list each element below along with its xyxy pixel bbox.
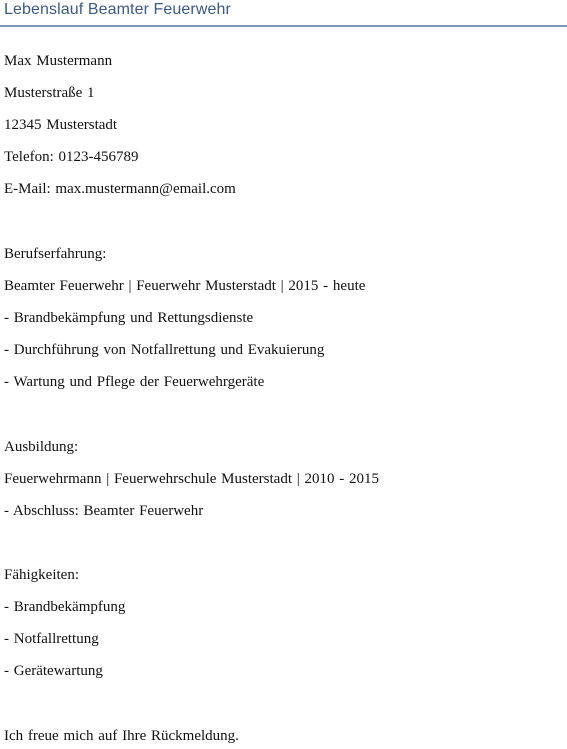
experience-item: - Brandbekämpfung und Rettungsdienste [4,310,254,326]
contact-city: 12345 Musterstadt [4,117,118,133]
experience-item: - Durchführung von Notfallrettung und Evakuierung [4,342,325,358]
skills-item: - Brandbekämpfung [4,599,126,615]
contact-street: Musterstraße 1 [4,85,95,101]
experience-item: - Wartung und Pflege der Feuerwehrgeräte [4,374,265,390]
document-header [0,0,567,27]
skills-heading: Fähigkeiten: [4,567,79,583]
education-entry: Feuerwehrmann | Feuerwehrschule Musterstadt | 2010 - 2015 [4,471,379,487]
contact-phone: Telefon: 0123-456789 [4,149,139,165]
education-item: - Abschluss: Beamter Feuerwehr [4,503,204,519]
education-heading: Ausbildung: [4,439,79,455]
skills-item: - Gerätewartung [4,663,103,679]
contact-name: Max Mustermann [4,53,113,69]
experience-position: Beamter Feuerwehr | Feuerwehr Musterstadt | 2015 - heute [4,278,366,294]
skills-item: - Notfallrettung [4,631,99,647]
document-title: Lebenslauf Beamter Feuerwehr [4,1,231,18]
contact-email: E-Mail: max.mustermann@email.com [4,181,236,197]
experience-heading: Berufserfahrung: [4,246,107,262]
closing-line: Ich freue mich auf Ihre Rückmeldung. [4,728,239,744]
